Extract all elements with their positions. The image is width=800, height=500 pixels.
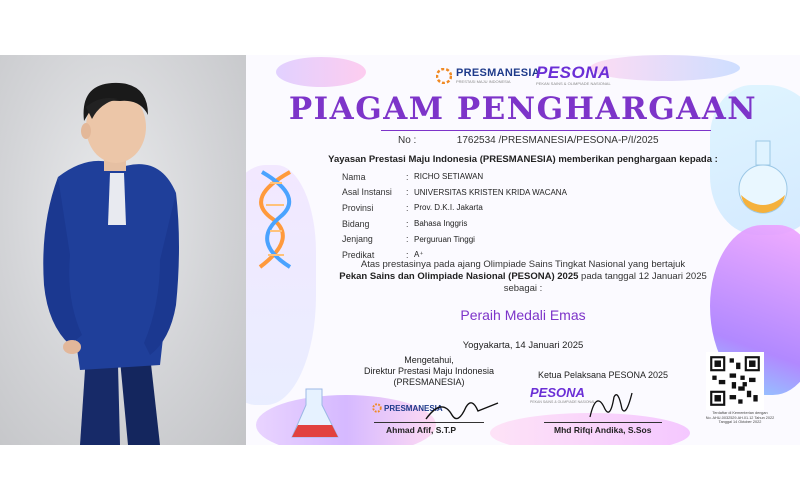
right-signatory-name: Mhd Rifqi Andika, S.Sos xyxy=(554,425,652,435)
signature-left xyxy=(422,395,502,425)
field-colon: : xyxy=(406,202,409,213)
place-date: Yogyakarta, 14 Januari 2025 xyxy=(462,340,584,351)
recipient-fields xyxy=(342,169,567,263)
field-label: Asal Instansi xyxy=(342,187,392,198)
field-value: Prov. D.K.I. Jakarta xyxy=(414,203,483,213)
field-colon: : xyxy=(406,249,409,260)
field-row xyxy=(342,231,567,247)
pesona-wordmark: PESONA xyxy=(536,63,611,82)
right-signatory-heading: Ketua Pelaksana PESONA 2025 xyxy=(537,370,669,380)
field-label: Bidang xyxy=(342,218,370,229)
title-underline xyxy=(381,130,711,131)
field-label: Nama xyxy=(342,171,366,182)
field-row xyxy=(342,200,567,216)
student-figure xyxy=(0,55,246,445)
registration-line: Tanggal 14 Oktober 2022 xyxy=(718,420,762,425)
certificate xyxy=(246,55,800,445)
left-sig-line: Mengetahui, xyxy=(404,355,454,365)
field-value: Bahasa Inggris xyxy=(414,219,468,229)
qr-code-icon xyxy=(706,352,764,410)
field-label: Jenjang xyxy=(342,234,373,245)
field-colon: : xyxy=(406,234,409,245)
number-label: No : xyxy=(398,135,417,146)
field-value: Perguruan Tinggi xyxy=(414,234,475,244)
field-value: RICHO SETIAWAN xyxy=(414,172,484,182)
field-colon: : xyxy=(406,218,409,229)
desc-line-2 xyxy=(246,271,800,283)
flask-icon xyxy=(734,139,794,219)
field-label: Provinsi xyxy=(342,202,374,213)
field-value: UNIVERSITAS KRISTEN KRIDA WACANA xyxy=(414,187,567,197)
field-value: A⁺ xyxy=(414,250,424,260)
presmanesia-wordmark: PRESMANESIA xyxy=(456,67,540,79)
left-sig-line: (PRESMANESIA) xyxy=(393,377,465,387)
presmanesia-mark-icon xyxy=(372,403,382,413)
intro-text: Yayasan Prestasi Maju Indonesia (PRESMANESIA) memberikan penghargaan kepada : xyxy=(328,154,718,165)
achievement-description xyxy=(246,259,800,295)
event-name: Pekan Sains dan Olimpiade Nasional (PESONA) 2025 xyxy=(339,271,579,282)
field-row xyxy=(342,169,567,185)
decor-blob xyxy=(590,55,740,81)
desc-line-3: sebagai : xyxy=(503,283,543,294)
registration-line: Terdaftar di Kementerian dengan xyxy=(712,411,768,415)
field-colon: : xyxy=(406,187,409,198)
field-row xyxy=(342,216,567,232)
left-signatory-name: Ahmad Afif, S.T.P xyxy=(386,425,457,435)
registration-text xyxy=(690,411,790,425)
signature-right xyxy=(586,387,636,423)
right-logo-word: PESONA xyxy=(530,385,585,400)
presmanesia-mark-icon xyxy=(436,68,452,84)
certificate-number xyxy=(398,135,659,146)
presmanesia-logo xyxy=(436,67,540,84)
beaker-icon xyxy=(286,385,346,445)
field-label: Predikat xyxy=(342,249,375,260)
signature-line-left xyxy=(374,422,484,423)
signature-line-right xyxy=(544,422,662,423)
presmanesia-tagline: PRESTASI MAJU INDONESIA xyxy=(456,79,511,84)
number-value: 1762534 /PRESMANESIA/PESONA-P/I/2025 xyxy=(456,135,659,146)
right-logo-tagline: PEKAN SAINS & OLIMPIADE NASIONAL xyxy=(530,400,596,404)
registration-line: No. AHU-0032529.AH.01.12 Tahun 2022 xyxy=(705,415,775,420)
desc-line-1: Atas prestasinya pada ajang Olimpiade Sains Tingkat Nasional yang bertajuk xyxy=(360,259,686,270)
student-photo xyxy=(0,55,246,445)
pesona-logo xyxy=(536,63,611,86)
award-title: Peraih Medali Emas xyxy=(460,307,586,323)
pesona-tagline: PEKAN SAINS & OLIMPIADE NASIONAL xyxy=(536,81,611,86)
event-date: pada tanggal 12 Januari 2025 xyxy=(578,271,707,282)
left-logo-word: PRESMANESIA xyxy=(384,403,443,413)
field-row xyxy=(342,185,567,201)
left-sig-line: Direktur Prestasi Maju Indonesia xyxy=(363,366,495,376)
certificate-title: PIAGAM PENGHARGAAN xyxy=(288,91,758,127)
decor-blob xyxy=(276,57,366,87)
left-signatory-heading xyxy=(344,355,514,388)
field-colon: : xyxy=(406,171,409,182)
